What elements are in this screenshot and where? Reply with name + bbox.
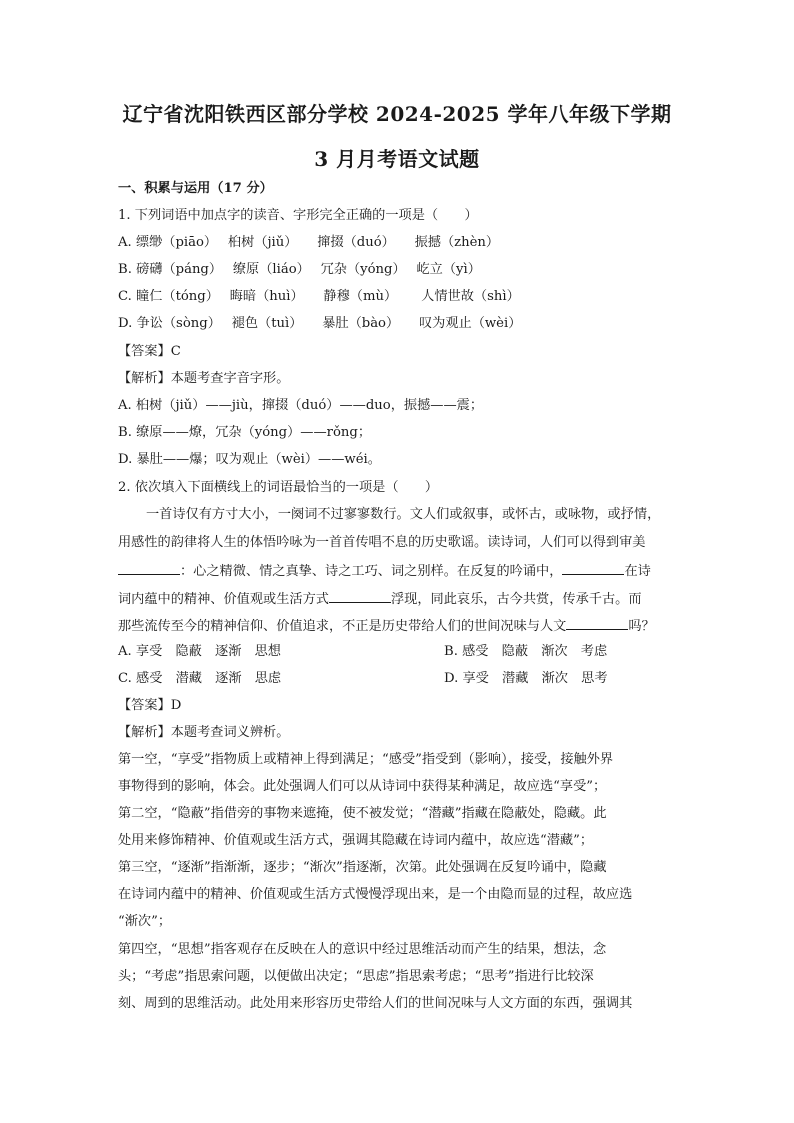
fill-blank-1	[118, 562, 180, 575]
q1-answer: 【答案】C	[118, 344, 181, 359]
section-heading: 一、积累与运用（17 分）	[118, 181, 273, 196]
q2-passage-line2: 用感性的韵律将人生的体悟吟咏为一首首传唱不息的历史歌谣。读诗词，人们可以得到审美	[118, 535, 646, 550]
q2-answer: 【答案】D	[118, 698, 182, 713]
q1-analysis: 【解析】本题考查字音字形。	[118, 371, 290, 386]
q2-explain-5: 第三空，“逐渐”指渐渐，逐步；“渐次”指逐渐，次第。此处强调在反复吟诵中，隐藏	[118, 860, 607, 875]
q2-explain-4: 处用来修饰精神、价值观或生活方式，强调其隐藏在诗词内蕴中，故应选“潜藏”；	[118, 833, 594, 848]
q2-option-a: A. 享受 隐蔽 逐渐 思想	[118, 644, 281, 659]
q2-explain-9: 头；“考虑”指思索问题，以便做出决定；“思虑”指思索考虑；“思考”指进行比较深	[118, 969, 594, 984]
fill-blank-2	[562, 562, 624, 575]
q2-option-c: C. 感受 潜藏 逐渐 思虑	[118, 671, 282, 686]
q1-analysis-d: D. 暴肚——爆；叹为观止（wèi）——wéi。	[118, 452, 381, 467]
page-title: 辽宁省沈阳铁西区部分学校 2024-2025 学年八年级下学期	[122, 102, 672, 126]
q2-explain-10: 刻、周到的思维活动。此处用来形容历史带给人们的世间况味与人文方面的东西，强调其	[118, 996, 633, 1011]
q2-explain-1: 第一空，“享受”指物质上或精神上得到满足；“感受”指受到（影响），接受，接触外界	[118, 752, 614, 767]
q2-explain-7: “渐次”；	[118, 914, 172, 929]
q1-option-c: C. 瞳仁（tóng） 晦暗（huì） 静穆（mù） 人情世故（shì）	[118, 289, 520, 304]
q2-passage-line1: 一首诗仅有方寸大小，一阕词不过寥寥数行。文人们或叙事，或怀古，或咏物，或抒情，	[146, 507, 661, 522]
q1-option-a: A. 缥缈（piāo） 桕树（jiǔ） 撺掇（duó） 振撼（zhèn）	[118, 235, 500, 250]
q1-stem: 1. 下列词语中加点字的读音、字形完全正确的一项是（ ）	[118, 208, 478, 223]
q2-option-d: D. 享受 潜藏 渐次 思考	[444, 671, 608, 686]
fill-blank-4	[566, 617, 628, 630]
q2-option-b: B. 感受 隐蔽 渐次 考虑	[444, 644, 608, 659]
q2-stem: 2. 依次填入下面横线上的词语最恰当的一项是（ ）	[118, 480, 439, 495]
q2-explain-3: 第二空，“隐蔽”指借旁的事物来遮掩，使不被发觉；“潜藏”指藏在隐蔽处，隐藏。此	[118, 806, 607, 821]
q1-analysis-a: A. 桕树（jiǔ）——jiù，撺掇（duó）——duo，振撼——震；	[118, 398, 484, 413]
q2-passage-line5: 那些流传至今的精神信仰、价值追求，不正是历史带给人们的世间况味与人文 吗？	[118, 619, 655, 634]
q1-option-b: B. 磅礴（páng） 缭原（liáo） 冗杂（yóng） 屹立（yì）	[118, 262, 481, 277]
q2-explain-6: 在诗词内蕴中的精神、价值观或生活方式慢慢浮现出来，是一个由隐而显的过程，故应选	[118, 887, 633, 902]
q2-explain-8: 第四空，“思想”指客观存在反映在人的意识中经过思维活动而产生的结果，想法，念	[118, 942, 607, 957]
q2-explain-2: 事物得到的影响，体会。此处强调人们可以从诗词中获得某种满足，故应选“享受”；	[118, 779, 607, 794]
page-subtitle: 3 月月考语文试题	[314, 147, 480, 171]
q2-passage-line3: ：心之精微、情之真挚、诗之工巧、词之别样。在反复的吟诵中， 在诗	[118, 562, 688, 581]
q1-analysis-b: B. 缭原——燎，冗杂（yóng）——rǒng；	[118, 425, 372, 440]
q2-analysis: 【解析】本题考查词义辨析。	[118, 725, 290, 740]
q2-passage-line4: 词内蕴中的精神、价值观或生活方式 浮现，同此哀乐，古今共赏，传承千古。而	[118, 592, 642, 607]
fill-blank-3	[329, 590, 391, 603]
q1-option-d: D. 争讼（sòng） 褪色（tuì） 暴肚（bào） 叹为观止（wèi）	[118, 316, 522, 331]
